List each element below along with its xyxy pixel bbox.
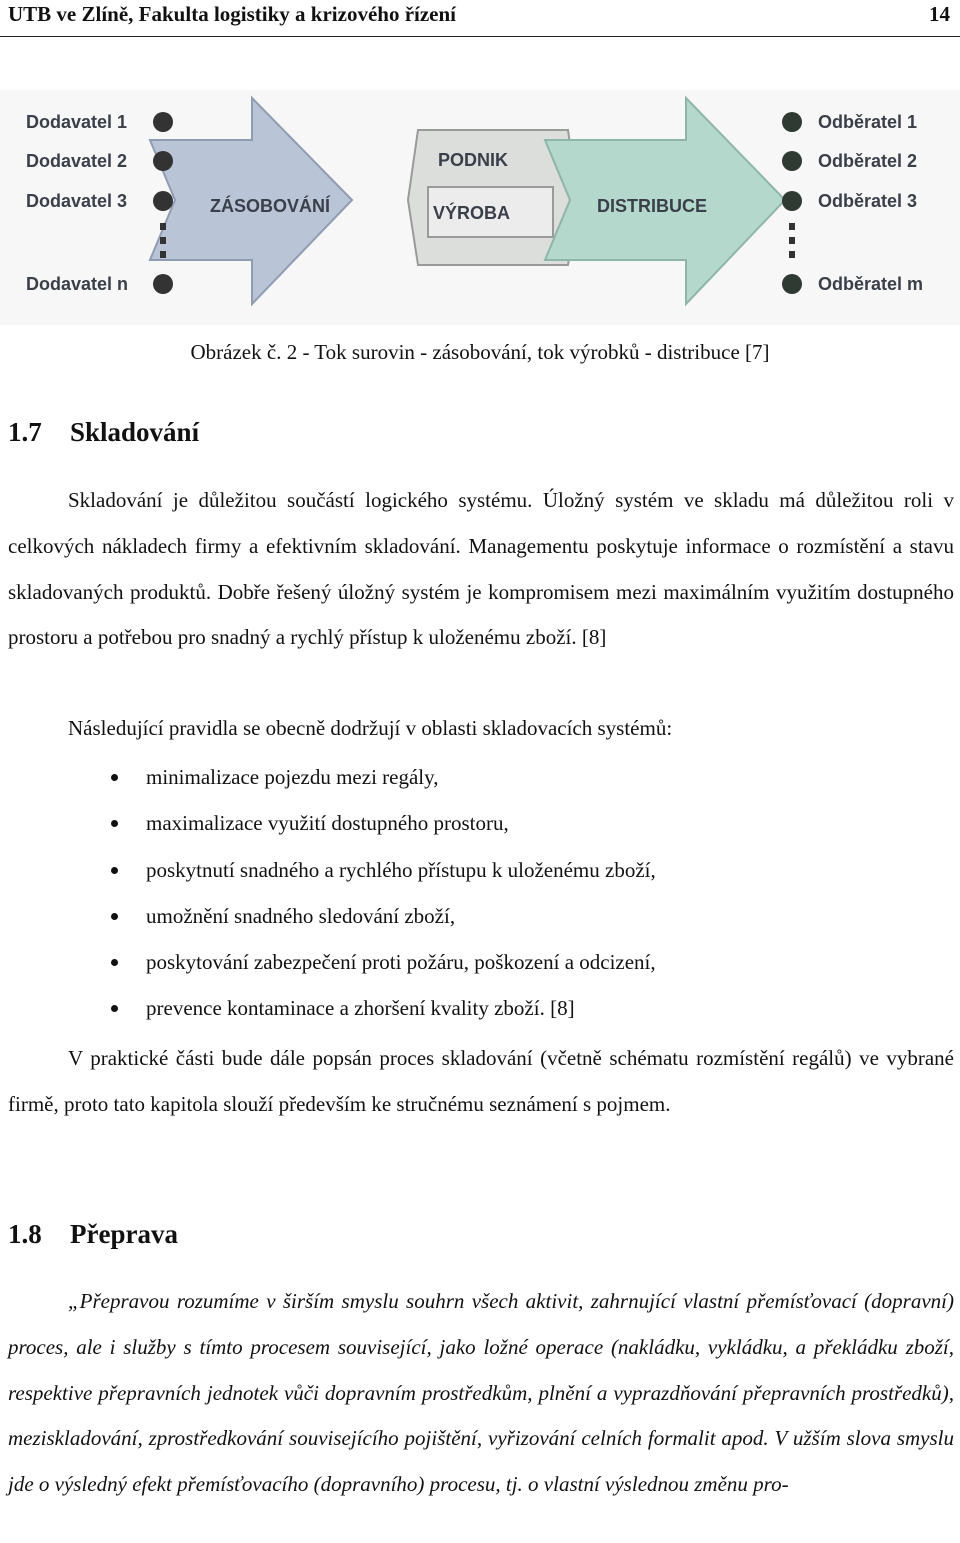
page-number: 14 <box>929 2 950 26</box>
section-heading <box>8 1219 178 1250</box>
supplier-dot <box>153 274 173 294</box>
section-title: Přeprava <box>70 1219 178 1249</box>
section-number: 1.7 <box>8 417 42 447</box>
list-item: maximalizace využití dostupného prostoru, <box>0 800 656 846</box>
figure-caption: Obrázek č. 2 - Tok surovin - zásobování, tok výrobků - distribuce [7] <box>190 340 770 364</box>
supplier-label: Dodavatel 3 <box>26 191 128 211</box>
supplier-dot <box>153 191 173 211</box>
supplier-label: Dodavatel n <box>26 274 129 294</box>
customer-dot <box>782 151 802 171</box>
list-item: minimalizace pojezdu mezi regály, <box>0 754 656 800</box>
list-item: poskytování zabezpečení proti požáru, poškození a odcizení, <box>0 939 656 985</box>
paragraph-text: V praktické části bude dále popsán proces skladování (včetně schématu rozmístění regálů) ve vybrané firmě, proto tato kapitola slouží především ke stručnému seznámení s pojmem. <box>8 1046 954 1116</box>
quote-text: „Přepravou rozumíme v širším smyslu souhrn všech aktivit, zahrnující vlastní přemísťovací (dopravní) proces, ale i služby s tímto procesem související, jako ložné operace (nakládku, vykládku, a překládku zboží, respektive přepravních jednotek vůči dopravním prostředkům, plnění a vyprazdňování přepravních prostředků), meziskladování, zprostředkování souvisejícího pojištění, vyřizování celních formalit apod. V užším slova smyslu jde o výsledný efekt přemísťovacího (dopravního) procesu, tj. o vlastní výslednou změnu pro- <box>8 1289 954 1497</box>
section-title: Skladování <box>70 417 200 447</box>
supplier-dot <box>153 112 173 132</box>
bullet-icon <box>111 913 118 920</box>
bullet-icon <box>111 867 118 874</box>
supplier-label: Dodavatel 1 <box>26 112 128 132</box>
customer-dot <box>782 191 802 211</box>
ellipsis-dot <box>789 223 795 230</box>
bullet-icon <box>111 1005 118 1012</box>
ellipsis-dot <box>160 251 166 258</box>
paragraph-text: Skladování je důležitou součástí logického systému. Úložný systém ve skladu má důležitou roli v celkových nákladech firmy a efektivním skladování. Managementu poskytuje informace o rozmístění a stavu skladovaných produktů. Dobře řešený úložný systém je kompromisem mezi maximálním využitím dostupného prostoru a potřebou pro snadný a rychlý přístup k uloženému zboží. [8] <box>8 488 954 650</box>
paragraph <box>8 478 954 661</box>
bullet-icon <box>111 959 118 966</box>
distribution-label: DISTRIBUCE <box>597 196 708 216</box>
customer-dot <box>782 274 802 294</box>
supply-label: ZÁSOBOVÁNÍ <box>210 196 331 216</box>
rules-list <box>0 754 656 1032</box>
production-label: VÝROBA <box>433 203 511 223</box>
ellipsis-dot <box>160 237 166 244</box>
paragraph <box>8 706 954 752</box>
ellipsis-dot <box>789 237 795 244</box>
customer-dot <box>782 112 802 132</box>
paragraph-text: Následující pravidla se obecně dodržují v oblasti skladovacích systémů: <box>68 716 673 740</box>
page-header <box>0 0 960 37</box>
list-item: poskytnutí snadného a rychlého přístupu k uloženému zboží, <box>0 847 656 893</box>
section-heading <box>8 417 199 448</box>
company-label: PODNIK <box>438 150 509 170</box>
bullet-icon <box>111 774 118 781</box>
customer-label: Odběratel 3 <box>818 191 918 211</box>
customer-label: Odběratel m <box>818 274 924 294</box>
supplier-label: Dodavatel 2 <box>26 151 128 171</box>
ellipsis-dot <box>160 223 166 230</box>
ellipsis-dot <box>789 251 795 258</box>
list-item: prevence kontaminace a zhoršení kvality zboží. [8] <box>0 985 656 1031</box>
quote-paragraph <box>8 1279 954 1508</box>
section-number: 1.8 <box>8 1219 42 1249</box>
customer-label: Odběratel 1 <box>818 112 918 132</box>
list-item: umožnění snadného sledování zboží, <box>0 893 656 939</box>
customer-label: Odběratel 2 <box>818 151 918 171</box>
header-title: UTB ve Zlíně, Fakulta logistiky a krizového řízení <box>8 2 457 26</box>
supply-chain-figure <box>0 90 960 325</box>
supplier-dot <box>153 151 173 171</box>
paragraph <box>8 1036 954 1128</box>
bullet-icon <box>111 820 118 827</box>
